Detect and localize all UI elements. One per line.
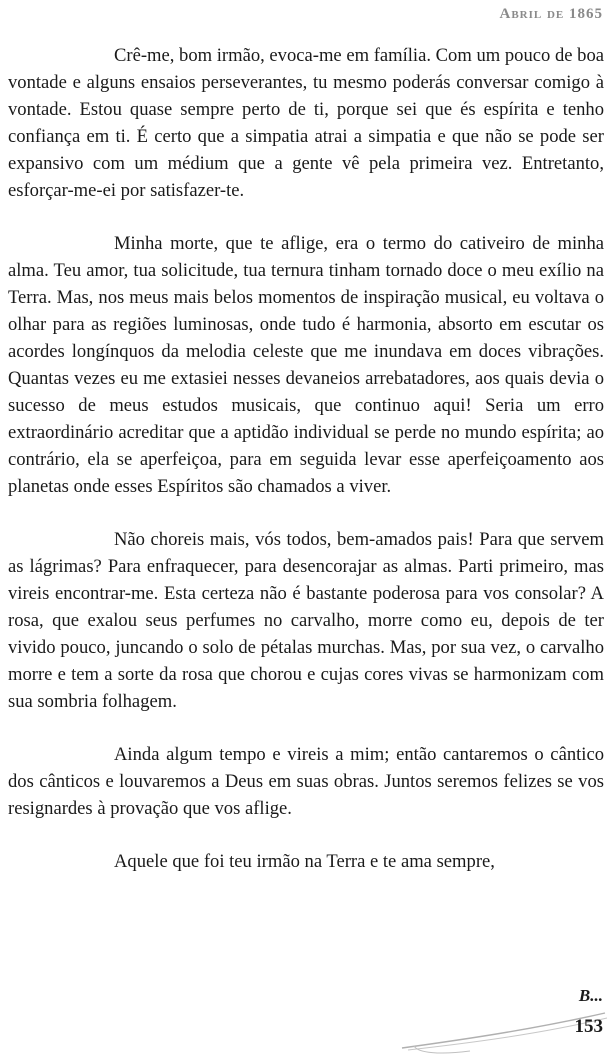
- page-number: 153: [574, 1016, 603, 1037]
- paragraph: Ainda algum tempo e vireis a mim; então cantaremos o cântico dos cânticos e louvaremos a Deus em suas obras. Juntos seremos felizes se vos resignardes à provação que vos aflige.: [8, 744, 604, 819]
- paragraph: Minha morte, que te aflige, era o termo do cativeiro de minha alma. Teu amor, tua solicitude, tua ternura tinham tornado doce o meu exílio na Terra. Mas, nos meus mais belos momentos de inspiração musical, eu voltava o olhar para as regiões luminosas, onde tudo é harmonia, absorto em escutar os acordes longínquos da melodia celeste que me inundava em doces vibrações. Quantas vezes eu me extasiei nesses devaneios arrebatadores, aos quais devia o sucesso de meus estudos musicais, que continuo aqui! Seria um erro extraordinário acreditar que a aptidão individual se perde no mundo espírita; ao contrário, ela se aperfeiçoa, para em seguida levar esse aperfeiçoamento aos planetas onde esses Espíritos são chamados a viver.: [8, 233, 604, 497]
- closing-line: Aquele que foi teu irmão na Terra e te ama sempre,: [114, 851, 495, 872]
- paragraph: Crê-me, bom irmão, evoca-me em família. Com um pouco de boa vontade e alguns ensaios perseverantes, tu mesmo poderás conversar comigo à vontade. Estou quase sempre perto de ti, porque sei que és espírita e tenho confiança em ti. É certo que a simpatia atrai a simpatia e que não se pode ser expansivo com um médium que a gente vê pela primeira vez. Entretanto, esforçar-me-ei por satisfazer-te.: [8, 45, 605, 201]
- paragraph: Não choreis mais, vós todos, bem-amados pais! Para que servem as lágrimas? Para enfraquecer, para desencorajar as almas. Parti primeiro, mas vireis encontrar-me. Esta certeza não é bastante poderosa para vos consolar? A rosa, que exalou seus perfumes no carvalho, morre como eu, depois de ter vivido pouco, juncando o solo de pétalas murchas. Mas, por sua vez, o carvalho morre e tem a sorte da rosa que chorou e cujas cores vivas se harmonizam com sua sombria folhagem.: [8, 529, 604, 712]
- running-head: Abril de 1865: [499, 6, 603, 22]
- signature: B...: [578, 986, 603, 1005]
- text-block: [8, 42, 604, 875]
